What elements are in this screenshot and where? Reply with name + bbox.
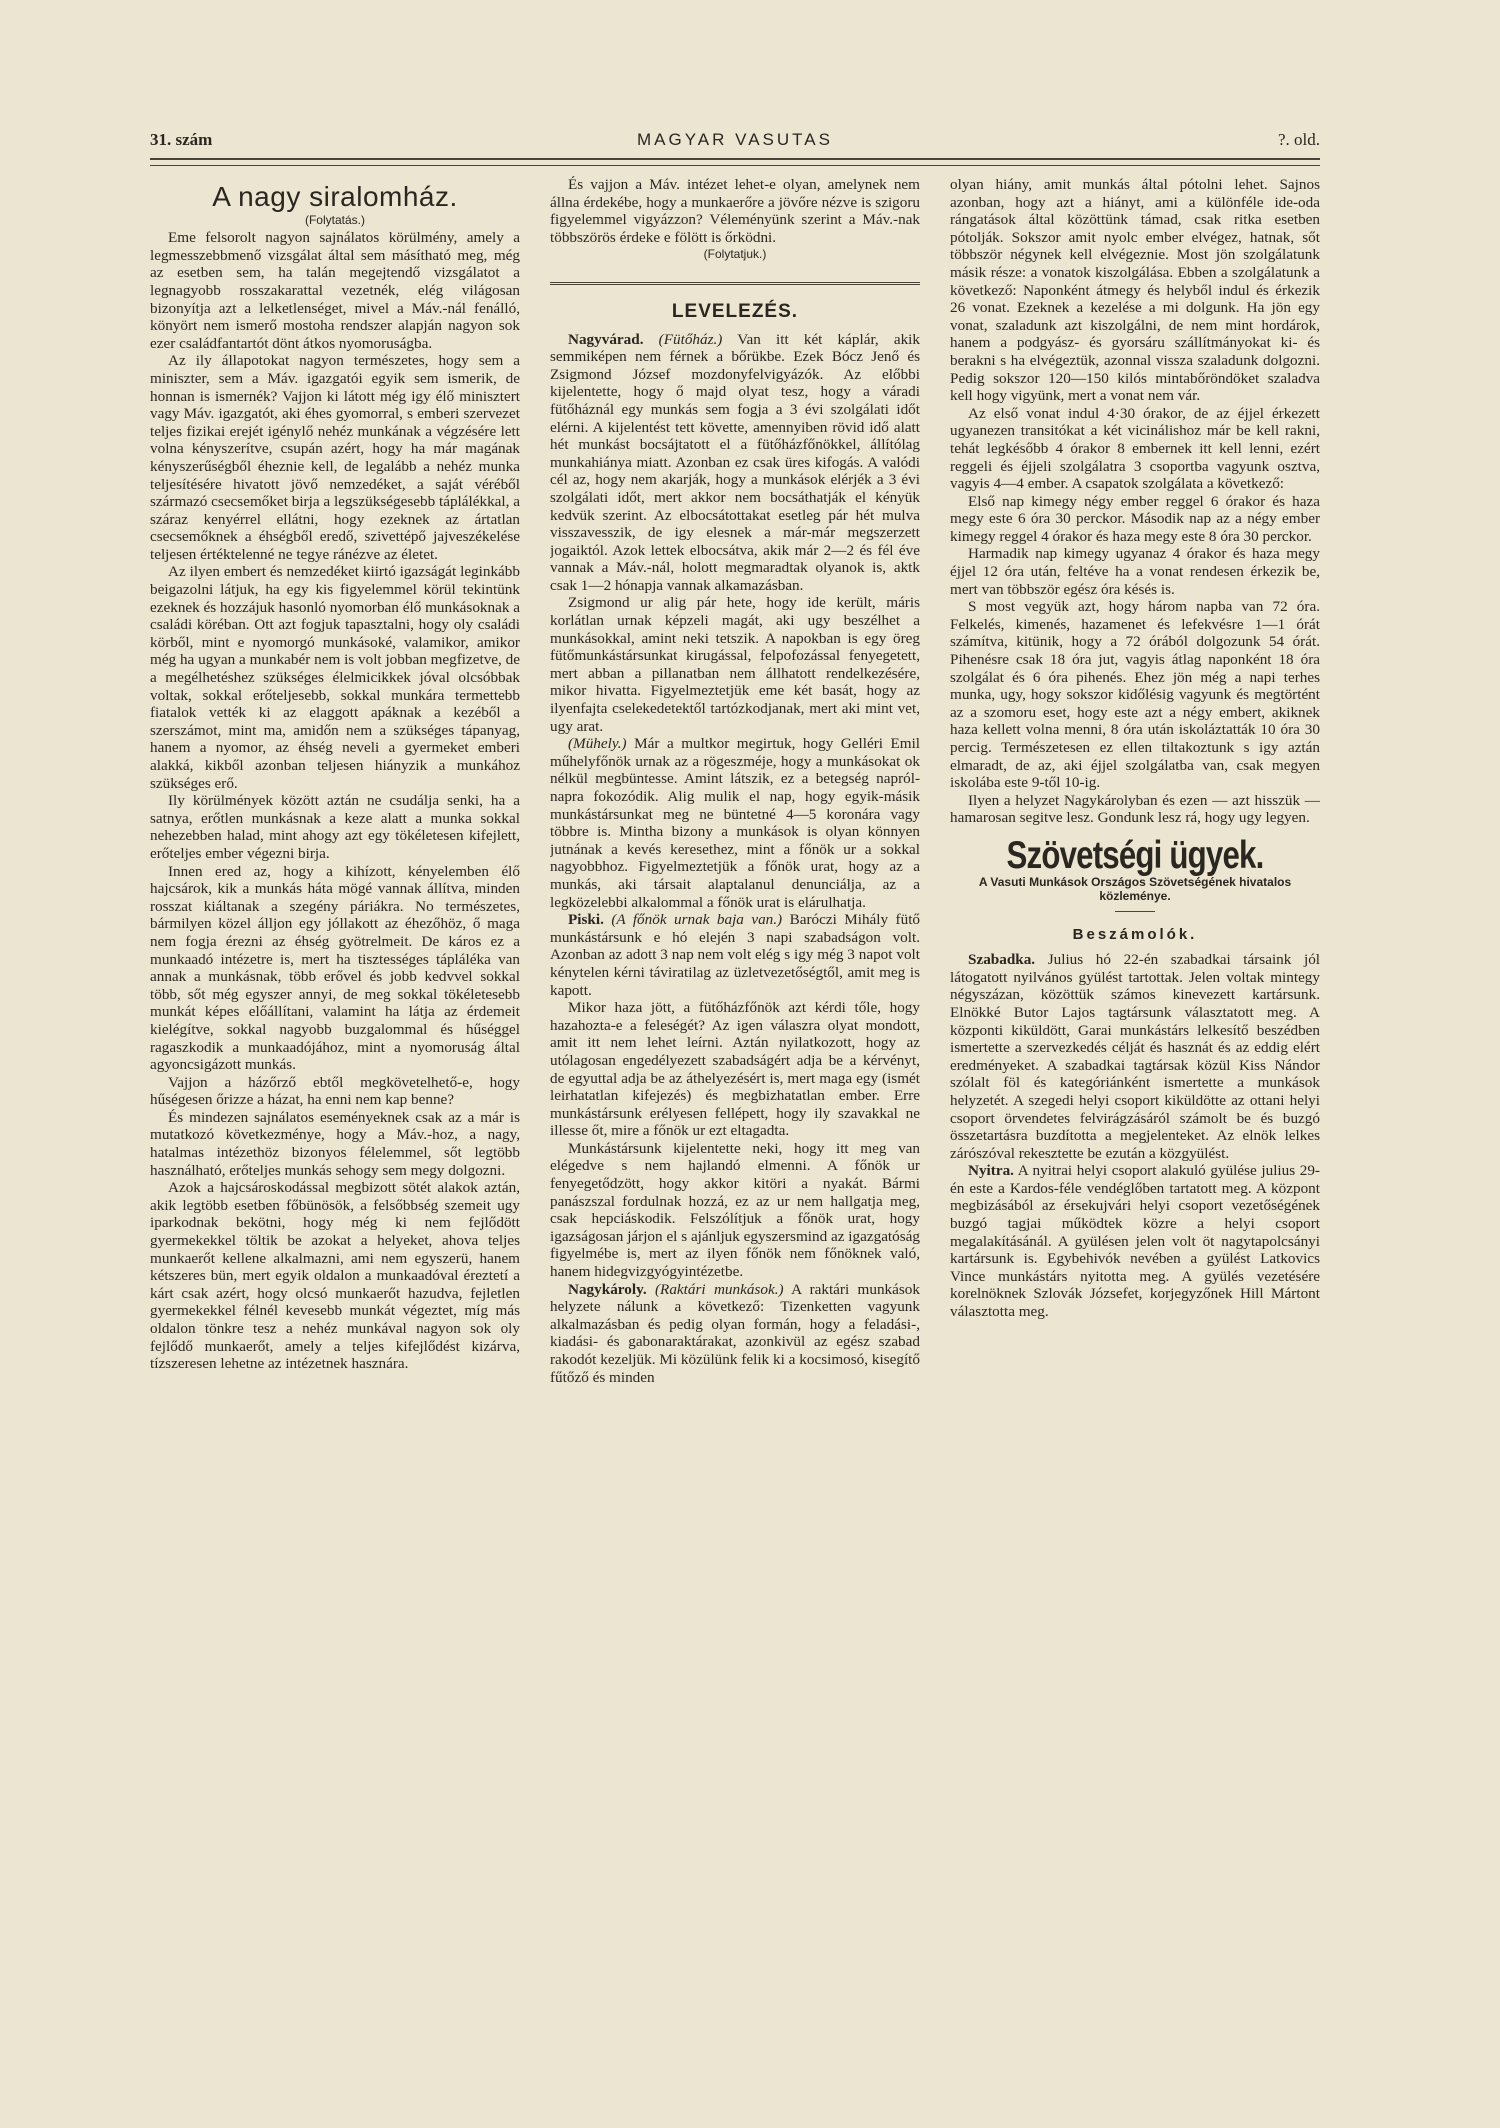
federation-subtitle: A Vasuti Munkások Országos Szövetségének hivatalos közleménye. (978, 874, 1292, 903)
report-text: A nyitrai helyi csoport alakuló gyülése julius 29-én este a Kardos-féle vendéglőben tartatott meg. A központ megbizásából az érsekujvári helyi csoport vezetőségének buzgó tagjai működtek közre a helyi csoport megalakításánál. A gyülésen jelen volt öt nagytapolcsányi kartársunk is. Egybehivók nevében a gyülést Latkovics Vince munkástárs nyitotta meg. A gyülés vezetésére korelnöknek Szlovák Józsefet, korjegyzőnek Hill Mártont választotta meg. (950, 1162, 1320, 1321)
newspaper-title: MAGYAR VASUTAS (637, 130, 833, 149)
report-paragraph (950, 951, 1320, 1162)
article-continued: (Folytatás.) (304, 212, 365, 227)
article-continued-end: (Folytatjuk.) (703, 247, 767, 262)
letter-continuation: Ilyen a helyzet Nagykárolyban és ezen — azt hisszük — hamarosan segitve lesz. Gondunk lesz rá, hogy ugy legyen. (950, 791, 1320, 827)
letter-paragraph (550, 735, 920, 911)
report-lead: Nyitra. (968, 1162, 1014, 1180)
article-paragraph: Azok a hajcsároskodással megbizott sötét alakok aztán, akik legtöbb esetben főbünösök, a felsőbbség szemeit ugy iparkodnak bekötni, hogy még ki nem fejlődött gyermekekkel töltik be azokat a helyeket, ahova teljes munkaerőt kellene alkalmazni, ami nem egyszerü, hanem kétszeres bün, mert egyik oldalon a munkaadóval éreztetí a kárt csak azért, hogy olcsó munkaerőt hazudva, fejletlen gyermekekkel félnél kevesebb munkát végeztet, míg más oldalon tönkre tesz a nehéz munkával nagyon sok oly fejlődő munkaerőt, amely a teljes kifejlődést kizárva, tízszeresen lehetne az intézetnek hasznára. (150, 1179, 520, 1373)
reports-title: Beszámolók. (1072, 925, 1198, 943)
page-mark: ?. old. (1277, 130, 1320, 149)
article-paragraph: Az ilyen embert és nemzedéket kiirtó igazságát leginkább beigazolni látjuk, ha egy kis figyelemmel körül tekintünk ezeknek és hozzájuk hasonló nyomorban élő munkásoknak a családi köréban. Ott azt fogjuk tapasztalni, hogy oly családi körből, mint e nyomorgó munkásoké, valamikor, amikor még ha ugyan a munkabér nem is volt jobban megfizetve, de a megélhetéshez szükséges élelmicikkek jóval olcsóbbak voltak, sokkal erőteljesebb, sokkal munkára termettebb fiatalok vették ki az elaggott apáknak a kezéből a szerszámot, mint ma, amidőn nem a szükséges tápanyag, hanem a nyomor, az éhség neveli a gyermeket emberi alakká, kikből azonban teljesen hiányzik a munkához szükséges erő. (150, 563, 520, 792)
column-2 (550, 176, 920, 2066)
short-divider (1115, 911, 1155, 912)
letter-lead: Nagykároly. (568, 1280, 647, 1298)
report-lead: Szabadka. (968, 951, 1036, 969)
article-paragraph: És mindezen sajnálatos eseményeknek csak az a már is mutatkozó következménye, hogy a Máv.-hoz, a nagy, hatalmas intézethöz bizonyos félelemmel, sőt legtöbb használható, erőteljes munkás sehogy sem megy dolgozni. (150, 1108, 520, 1179)
letter-text: A raktári munkások helyzete nálunk a következő: Tizenketten vagyunk alkalmazásban és pedig olyan formán, hogy a feladási-, kiadási- és gabonaraktárakat, azonkivül az egész szabad rakodót kezeljük. Mi közülünk felik ki a kocsimosó, kisegítő fűtőző és minden (550, 1280, 920, 1386)
page-header (150, 130, 1320, 160)
article-title: A nagy siralomház. (212, 181, 458, 212)
letter-lead: Piski. (568, 911, 604, 929)
report-text: Julius hó 22-én szabadkai társaink jól látogatott nyilvános gyülést tartottak. Jelen voltak mintegy négyszázan, közöttük számos kinevezett kartársunk. Elnökké Butor Lajos tagtársunk választatott meg. A központi kiküldött, Garai munkástárs lelkesítő beszédben ismertette a szervezkedés célját és hasznát és az eddig elért eredményeket. A szabadkai tagtársak közül Kiss Nándor szólalt föl és kategóriánként ismertette a munkások helyzetét. A szegedi helyi csoport kiküldötte az ottani helyi csoport örvendetes felvirágzásáról számolt be és buzgó összetartásra buzdította a megjelenteket. Az elnök lelkes zárószóval rekesztette be ezután a közgyülést. (950, 951, 1320, 1162)
text-columns (150, 176, 1320, 2066)
letter-sub: (Fütőház.) (658, 330, 723, 348)
letter-sub: (A főnök urnak baja van.) (611, 911, 783, 929)
letter-paragraph (550, 999, 920, 1140)
header-rule (150, 158, 1320, 166)
letter-paragraph (550, 1281, 920, 1387)
article-paragraph: És vajjon a Máv. intézet lehet-e olyan, amelynek nem állna érdekébe, hogy a munkaerőre a jövőre nézve is szigoru figyelemmel vigyázzon? Véleményünk szerint a Máv.-nak többszörös érdeke e fölött is őrködni. (550, 176, 920, 246)
issue-number: 31. szám (150, 130, 213, 149)
letters-title: LEVELEZÉS. (671, 300, 799, 322)
letter-continuation: Harmadik nap kimegy ugyanaz 4 órakor és haza megy éjjel 12 óra után, feltéve ha a vonat rendesen érkezik be, mert van többször egész óra késés is. (950, 545, 1320, 598)
column-1 (150, 176, 520, 2066)
article-paragraph: Az ily állapotokat nagyon természetes, hogy sem a miniszter, sem a Máv. igazgatói egyik sem ismerik, de honnan is ismernék? Vajjon ki látott még igy élő minisztert vagy Máv. igazgatót, aki éhes gyomorral, s emberi szervezet teljes fizikai erejét igénylő nehéz munkának a végzésére lett volna kényszerítve, csupán azért, hogy ha már magának kényszerűségből éheznie kell, de legalább a nehéz munka teljesítésére hivatott jövő nemzedéket, a saját véréből származó csecsemőket birja a legszükségesebb táplálékkal, a száraz kenyérrel ellátni, hogy ezeknek az ártatlan csecsemőknek a éhségből eredő, szivettépő jajveszékelése teljesen értéktelenné ne tegye ránézve az életet. (150, 352, 520, 563)
letter-continuation: olyan hiány, amit munkás által pótolni lehet. Sajnos azonban, hogy azt a hiányt, ami a különféle ide-oda rángatások által közöttünk támad, csak ritka esetben pótolják. Sokszor amit nyolc ember elvégez, hatnak, sőt többször négynek kell elvégeznie. Most jön szolgálatunk másik része: a vonatok kiszolgálása. Ebben a szolgálatunk a következő: Naponként átmegy és helyből indul és érkezik 26 vonat. Ezeknek a kezelése a mi dolgunk. Ha jön egy vonat, szaladunk azt kiszolgálni, de nem mint hordárok, hanem a podgyász- és gyorsáru szállítmányokat ki- és berakni s ha elvégeztük, azonnal vissza szaladunk dolgozni. Pedig sokszor 120—150 kilós mintabőröndöket szaladva kell hogy vigyünk, mert a vonat nem vár. (950, 176, 1320, 405)
article-paragraph: Innen ered az, hogy a kihízott, kényelemben élő hajcsárok, kik a munkás háta mögé vannak állítva, minden rosszat kiáltanak a szegény páriákra. No természetes, bármilyen közel álljon egy jóllakott az éhezőhöz, ő maga nem fogja érezni az éhség gyötrelmeit. De káros ez a munkaadó intézetre is, mert ha tisztességes tápláléka van annak a munkásnak, több erővel és jobb kedvvel sokkal több, sőt még egyszer annyi, de meg sokkal tökéletesebb munkát képes előállítani, valamint ha látja az érdemeit kielégítve, sokkal nagyobb buzgalommal és hűséggel ragaszkodik a munkaadójához, mint a nyomoruság által agyoncsigázott munkás. (150, 862, 520, 1074)
letter-text: Mikor haza jött, a fütőházfőnök azt kérdi tőle, hogy hazahozta-e a feleségét? Az igen válaszra olyat mondott, amit itt nem lehet leírni. Aztán nyilatkozott, hogy az utólagosan engedélyezett szabadságért adja be a kérvényt, de egyuttal adja be az áthelyezésért is, mert maga egy (ismét leirhatatlan kifejezés) és megbizhatatlan ember. Erre munkástársunk erélyesen fellépett, hogy ily szavakkal ne illesse őt, mire a főnök ur ezt eltagadta. (550, 999, 920, 1140)
letter-text: Baróczi Mihály fütő munkástársunk e hó elején 3 napi szabadságon volt. Azonban az adott 3 nap nem volt elég s igy még 3 napot volt kénytelen kérni táviratilag az üzletvezetőségtől, amit meg is kapott. (550, 911, 920, 999)
letter-text: Zsigmond ur alig pár hete, hogy ide került, máris korlátlan urnak képzeli magát, aki ugy beszélhet a munkásokkal, amint neki tetszik. A napokban is egy öreg fütőmunkástársunkat kirugással, felpofozással fenyegetett, mert abban a pillanatban nem állhatott rendelkezésére, mikor hivatta. Figyelmeztetjük eme két basát, hogy az ilyenfajta cselekedetektől tartózkodjanak, mert aki mint vet, ugy arat. (550, 594, 920, 735)
report-paragraph (950, 1162, 1320, 1320)
letter-paragraph (550, 911, 920, 999)
article-paragraph: Vajjon a házőrző ebtől megkövetelhető-e, hogy hűségesen őrizze a házat, ha enni nem kap benne? (150, 1073, 520, 1109)
letter-paragraph (550, 594, 920, 735)
federation-title: Szövetségi ügyek. (1006, 833, 1264, 877)
article-paragraph: Ily körülmények között aztán ne csudálja senki, ha a satnya, erőtlen munkásnak a keze alatt a munka sokkal nehezebben halad, mint ahogy azt egy tökéletesen kifejlett, erőteljes ember végezni birja. (150, 792, 520, 862)
letter-continuation: Az első vonat indul 4·30 órakor, de az éjjel érkezett ugyanezen transitókat a két vicinálishoz már be kell rakni, tehát legkésőbb 4 órakor 8 embernek itt kell lenni, ezért reggeli és éjjeli szolgálatra 3 csoportba vagyunk osztva, vagyis 4—4 ember. A csapatok szolgálata a következő: (950, 404, 1320, 493)
column-3 (950, 176, 1320, 2066)
letter-text: Van itt két káplár, akik semmiképen nem férnek a bőrükbe. Ezek Bócz Jenő és Zsigmond József mozdonyfelvigyázók. Az előbbi kijelentette, hogy ő majd olyat tesz, hogy a váradi fütőháznál egy munkás sem fogja a 3 évi szolgálati időt elérni. A kijelentést tett követte, amennyiben rövid idő alatt hét munkást bocsájtatott el a fütőházfőnökkel, állítólag munkahiánya miatt. Azonban ez csak üres kifogás. A valódi cél az, hogy nem akarják, hogy a munkások elérjék a 3 évi szolgálati időt, mert akkor nem bocsáthatják el kényük kedvük szerint. Az elbocsátottakat esetleg pár hét mulva visszavesszik, de igy elesnek a már-már megszerzett jogaiktól. Azok lettek elbocsátva, akik már 2—2 és fél éve vannak a Máv.-nál, holott megmaradtak olyanok is, aktk csak 1—2 hónapja vannak alkamazásban. (550, 330, 920, 594)
letter-paragraph (550, 331, 920, 595)
letter-sub: (Mühely.) (568, 735, 627, 753)
section-divider (550, 282, 920, 285)
letter-continuation: Első nap kimegy négy ember reggel 6 órakor és haza megy este 6 óra 30 perckor. Második nap az a négy ember kimegy reggel 4 órakor és haza megy este 8 óra 30 perckor. (950, 492, 1320, 545)
article-paragraph: Eme felsorolt nagyon sajnálatos körülmény, amely a legmesszebbmenő vizsgálat által sem másítható meg, még az esetben sem, ha talán megejtendő vizsgálatot a legnagyobb rosszakarattal vezetnék, elég világosan bizonyítja azt a lelketlenséget, mivel a Máv.-nál fenálló, könyört nem ismerő mostoha rendszer alapján nagyon sok ezer családfantartót dönt átkos nyomoruságba. (150, 229, 520, 352)
letter-text: Már a multkor megirtuk, hogy Gelléri Emil műhelyfőnök urnak az a rögeszméje, hogy a munkásokat ok nélkül megbüntesse. Amint látszik, ez a betegség napról-napra fokozódik. Alig mulik el nap, hogy egyik-másik munkástársunkat meg ne büntetné 4—5 koronára vagy többre is. Mintha bizony a munkások is olyan könnyen jutnának a kevés keresethez, mint a főnök ur a sokkal nagyobbhoz. Figyelmeztetjük a főnök urat, hogy az a munkás, aki társait alaptalanul denunciálja, az a legközelebbi alkalommal a főnök urat is elárulhatja. (550, 735, 920, 911)
letter-text: Munkástársunk kijelentette neki, hogy itt meg van elégedve s nem hajlandó elmenni. A főnök ur fenyegetődzött, hogy akkor kitöri a nyakát. Bármi panászszal fordulnak hozzá, ez az ur nem hallgatja meg, csak hepciáskodik. Felszólítjuk a főnök urat, hogy igazságosan járjon el s ajánljuk egyszersmind az igazgatóság figyelmébe is, mert az ilyen főnök nem főnöknek való, hanem hidegvizgyógyintézetbe. (550, 1139, 920, 1281)
letter-paragraph (550, 1140, 920, 1281)
letter-continuation: S most vegyük azt, hogy három napba van 72 óra. Felkelés, kimenés, hazamenet és lefekvésre 1—1 órát számítva, kitünik, hogy a 72 órából dolgozunk 54 órát. Pihenésre csak 18 óra jut, vagyis átlag naponként 18 óra szolgálat és 6 óra pihenés. Ehez jön még a napi terhes munka, ugy, hogy sokszor kidőlésig vagyunk és megtörtént az a szomoru eset, hogy este azt a négy embert, akiknek haza kellett volna menni, 8 óra után iskoláztatták 10 óra 30 percig. Természetesen ez ellen tiltakoztunk s igy aztán elmaradt, de az, aki éjjel szolgálatba van, csak megyen iskolába este 9-től 10-ig. (950, 598, 1320, 792)
letter-lead: Nagyvárad. (568, 330, 644, 348)
letter-sub: (Raktári munkások.) (654, 1280, 784, 1298)
